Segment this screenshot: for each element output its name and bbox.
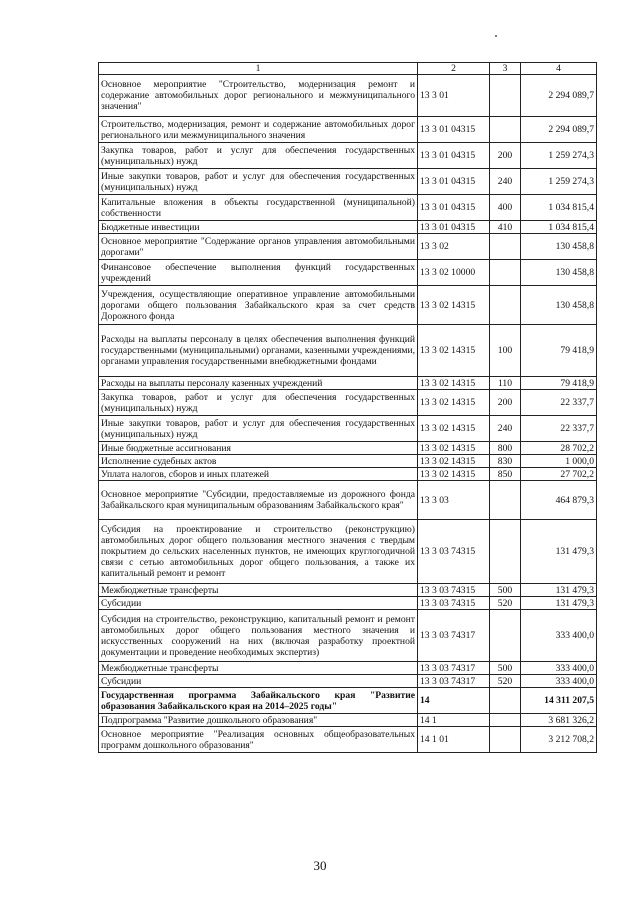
- row-code-cell: 13 3 01 04315: [418, 169, 490, 195]
- row-expense-type-cell: [490, 234, 521, 260]
- row-expense-type-cell: 400: [490, 195, 521, 221]
- row-expense-type-cell: 240: [490, 169, 521, 195]
- table-row: [99, 377, 597, 390]
- row-name-cell: Закупка товаров, работ и услуг для обеспечения государственных (муниципальных) нужд: [99, 143, 418, 169]
- row-code-cell: 13 3 02: [418, 234, 490, 260]
- table-header-row: [99, 63, 597, 75]
- row-expense-type-cell: [490, 260, 521, 286]
- row-code-cell: 13 3 03 74317: [418, 675, 490, 688]
- budget-table: [98, 62, 597, 753]
- row-name-cell: Межбюджетные трансферты: [99, 584, 418, 597]
- row-name-cell: Основное мероприятие "Реализация основных общеобразовательных программ дошкольного образования": [99, 727, 418, 753]
- header-col-2: 2: [418, 63, 490, 75]
- row-amount-cell: 22 337,7: [521, 390, 597, 416]
- row-expense-type-cell: [490, 75, 521, 117]
- table-row: [99, 610, 597, 662]
- row-code-cell: 13 3 01 04315: [418, 143, 490, 169]
- row-expense-type-cell: 410: [490, 221, 521, 234]
- row-name-cell: Основное мероприятие "Содержание органов управления автомобильными дорогами": [99, 234, 418, 260]
- row-code-cell: 13 3 01 04315: [418, 195, 490, 221]
- row-amount-cell: 1 034 815,4: [521, 195, 597, 221]
- row-name-cell: Иные бюджетные ассигнования: [99, 442, 418, 455]
- row-name-cell: Субсидии: [99, 597, 418, 610]
- table-body: [99, 75, 597, 753]
- table-row: [99, 584, 597, 597]
- row-expense-type-cell: 800: [490, 442, 521, 455]
- row-amount-cell: 1 259 274,3: [521, 143, 597, 169]
- table-row: [99, 662, 597, 675]
- row-code-cell: 13 3 02 14315: [418, 325, 490, 377]
- row-amount-cell: 130 458,8: [521, 286, 597, 325]
- row-code-cell: 13 3 03: [418, 481, 490, 520]
- row-name-cell: Иные закупки товаров, работ и услуг для обеспечения государственных (муниципальных) нужд: [99, 416, 418, 442]
- row-code-cell: 13 3 02 14315: [418, 442, 490, 455]
- table-row: [99, 675, 597, 688]
- row-name-cell: Основное мероприятие "Субсидии, предоставляемые из дорожного фонда Забайкальского края муниципальным образованиям Забайкальского края": [99, 481, 418, 520]
- row-amount-cell: 3 212 708,2: [521, 727, 597, 753]
- table-row: [99, 442, 597, 455]
- table-row: [99, 481, 597, 520]
- scan-speck: [495, 35, 497, 37]
- row-name-cell: Расходы на выплаты персоналу казенных учреждений: [99, 377, 418, 390]
- row-expense-type-cell: [490, 688, 521, 714]
- row-expense-type-cell: [490, 481, 521, 520]
- row-amount-cell: 131 479,3: [521, 597, 597, 610]
- row-code-cell: 14: [418, 688, 490, 714]
- row-name-cell: Финансовое обеспечение выполнения функций государственных учреждений: [99, 260, 418, 286]
- row-code-cell: 13 3 02 14315: [418, 390, 490, 416]
- row-code-cell: 13 3 02 14315: [418, 286, 490, 325]
- row-amount-cell: 3 681 326,2: [521, 714, 597, 727]
- row-expense-type-cell: 500: [490, 662, 521, 675]
- row-code-cell: 13 3 03 74315: [418, 520, 490, 584]
- row-name-cell: Закупка товаров, работ и услуг для обеспечения государственных (муниципальных) нужд: [99, 390, 418, 416]
- row-code-cell: 13 3 02 10000: [418, 260, 490, 286]
- row-amount-cell: 1 034 815,4: [521, 221, 597, 234]
- page-number: 30: [313, 858, 327, 873]
- table-row: [99, 455, 597, 468]
- table-row: [99, 260, 597, 286]
- row-code-cell: 13 3 01 04315: [418, 117, 490, 143]
- table-row: [99, 286, 597, 325]
- row-name-cell: Расходы на выплаты персоналу в целях обеспечения выполнения функций государственными (муниципальными) органами, казенными учреждениями, органами управления государственными внебюджетными фондами: [99, 325, 418, 377]
- row-code-cell: 13 3 01 04315: [418, 221, 490, 234]
- row-code-cell: 13 3 03 74317: [418, 610, 490, 662]
- row-expense-type-cell: 200: [490, 143, 521, 169]
- row-amount-cell: 333 400,0: [521, 610, 597, 662]
- row-name-cell: Учреждения, осуществляющие оперативное управление автомобильными дорогами общего пользования Забайкальского края за счет средств Дорожного фонда: [99, 286, 418, 325]
- row-amount-cell: 130 458,8: [521, 234, 597, 260]
- row-expense-type-cell: 240: [490, 416, 521, 442]
- row-amount-cell: 27 702,2: [521, 468, 597, 481]
- row-code-cell: 13 3 03 74315: [418, 597, 490, 610]
- row-expense-type-cell: 520: [490, 675, 521, 688]
- row-expense-type-cell: 850: [490, 468, 521, 481]
- row-amount-cell: 1 259 274,3: [521, 169, 597, 195]
- row-name-cell: Субсидия на строительство, реконструкцию, капитальный ремонт и ремонт автомобильных дорог общего пользования местного значения и искусственных сооружений на них (включая разработку проектной документации и проведение необходимых экспертиз): [99, 610, 418, 662]
- row-name-cell: Иные закупки товаров, работ и услуг для обеспечения государственных (муниципальных) нужд: [99, 169, 418, 195]
- row-code-cell: 14 1: [418, 714, 490, 727]
- row-expense-type-cell: [490, 727, 521, 753]
- row-name-cell: Исполнение судебных актов: [99, 455, 418, 468]
- table-row: [99, 727, 597, 753]
- row-code-cell: 13 3 03 74315: [418, 584, 490, 597]
- row-name-cell: Субсидия на проектирование и строительство (реконструкцию) автомобильных дорог общего пользования местного значения с твердым покрытием до сельских населенных пунктов, не имеющих круглогодичной связи с сетью автомобильных дорог общего пользования, а также их капитальный ремонт и ремонт: [99, 520, 418, 584]
- row-amount-cell: 130 458,8: [521, 260, 597, 286]
- row-amount-cell: 79 418,9: [521, 377, 597, 390]
- row-amount-cell: 14 311 207,5: [521, 688, 597, 714]
- row-expense-type-cell: [490, 520, 521, 584]
- row-code-cell: 14 1 01: [418, 727, 490, 753]
- row-name-cell: Основное мероприятие "Строительство, модернизация ремонт и содержание автомобильных дорог регионального и межмуниципального значения": [99, 75, 418, 117]
- row-amount-cell: 1 000,0: [521, 455, 597, 468]
- table-row: [99, 143, 597, 169]
- row-expense-type-cell: [490, 286, 521, 325]
- table-row: [99, 520, 597, 584]
- table-row: [99, 688, 597, 714]
- row-expense-type-cell: [490, 117, 521, 143]
- table-row: [99, 325, 597, 377]
- row-code-cell: 13 3 02 14315: [418, 468, 490, 481]
- table-row: [99, 234, 597, 260]
- row-code-cell: 13 3 02 14315: [418, 416, 490, 442]
- row-amount-cell: 79 418,9: [521, 325, 597, 377]
- table-row: [99, 597, 597, 610]
- row-code-cell: 13 3 02 14315: [418, 455, 490, 468]
- table-row: [99, 75, 597, 117]
- header-col-3: 3: [490, 63, 521, 75]
- table-row: [99, 117, 597, 143]
- table-row: [99, 221, 597, 234]
- row-name-cell: Капитальные вложения в объекты государственной (муниципальной) собственности: [99, 195, 418, 221]
- row-expense-type-cell: [490, 610, 521, 662]
- row-expense-type-cell: 500: [490, 584, 521, 597]
- table-row: [99, 468, 597, 481]
- row-code-cell: 13 3 02 14315: [418, 377, 490, 390]
- row-expense-type-cell: 520: [490, 597, 521, 610]
- row-code-cell: 13 3 03 74317: [418, 662, 490, 675]
- row-amount-cell: 22 337,7: [521, 416, 597, 442]
- row-name-cell: Государственная программа Забайкальского края "Развитие образования Забайкальского края на 2014–2025 годы": [99, 688, 418, 714]
- table-row: [99, 416, 597, 442]
- row-amount-cell: 464 879,3: [521, 481, 597, 520]
- row-name-cell: Подпрограмма "Развитие дошкольного образования": [99, 714, 418, 727]
- row-name-cell: Межбюджетные трансферты: [99, 662, 418, 675]
- table-row: [99, 390, 597, 416]
- row-amount-cell: 2 294 089,7: [521, 117, 597, 143]
- row-expense-type-cell: 200: [490, 390, 521, 416]
- row-expense-type-cell: [490, 714, 521, 727]
- row-name-cell: Строительство, модернизация, ремонт и содержание автомобильных дорог регионального или межмуниципального значения: [99, 117, 418, 143]
- row-amount-cell: 2 294 089,7: [521, 75, 597, 117]
- header-col-4: 4: [521, 63, 597, 75]
- row-amount-cell: 131 479,3: [521, 584, 597, 597]
- row-name-cell: Бюджетные инвестиции: [99, 221, 418, 234]
- row-expense-type-cell: 110: [490, 377, 521, 390]
- row-expense-type-cell: 830: [490, 455, 521, 468]
- table-row: [99, 195, 597, 221]
- row-code-cell: 13 3 01: [418, 75, 490, 117]
- row-name-cell: Субсидии: [99, 675, 418, 688]
- header-col-1: 1: [99, 63, 418, 75]
- table-row: [99, 169, 597, 195]
- row-amount-cell: 28 702,2: [521, 442, 597, 455]
- row-amount-cell: 333 400,0: [521, 662, 597, 675]
- table-row: [99, 714, 597, 727]
- row-expense-type-cell: 100: [490, 325, 521, 377]
- row-name-cell: Уплата налогов, сборов и иных платежей: [99, 468, 418, 481]
- row-amount-cell: 131 479,3: [521, 520, 597, 584]
- row-amount-cell: 333 400,0: [521, 675, 597, 688]
